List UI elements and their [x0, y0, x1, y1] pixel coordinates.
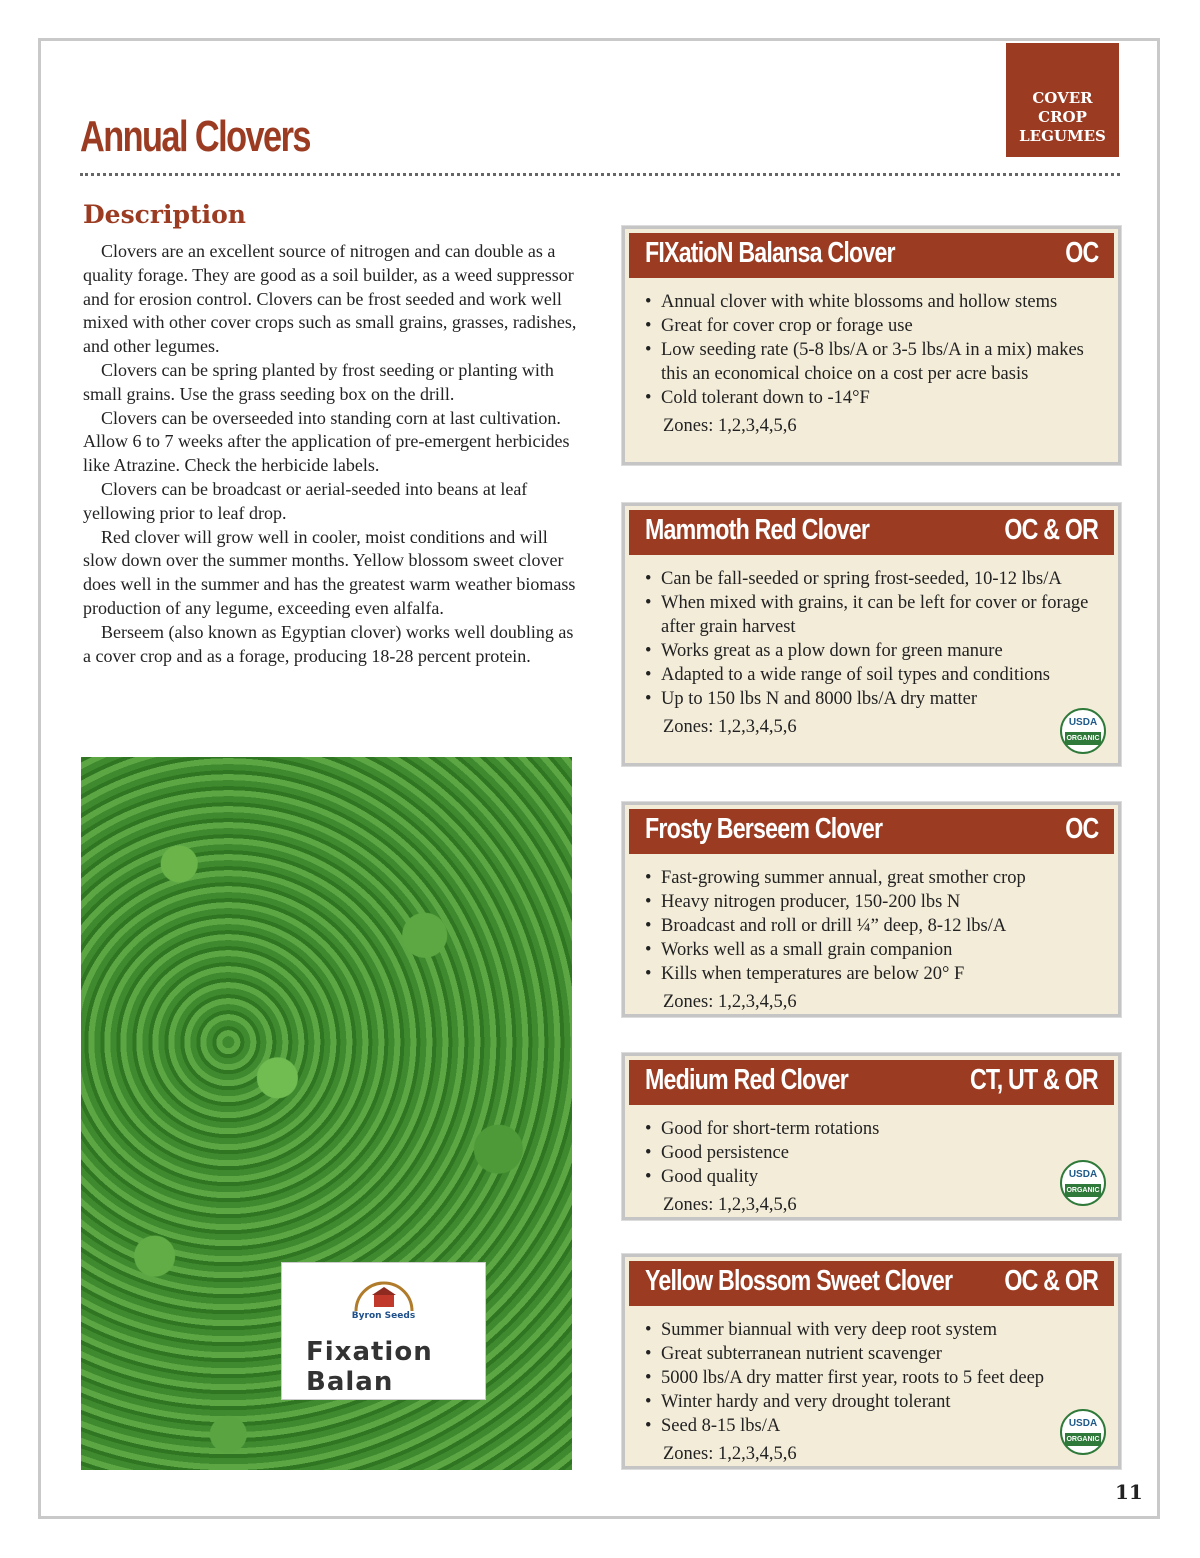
- page-number: 11: [1115, 1480, 1143, 1504]
- card-bullets: [625, 567, 1118, 711]
- usda-organic-icon: [1060, 1409, 1106, 1455]
- usda-organic-icon: [1060, 1160, 1106, 1206]
- description-paragraph: Clovers can be spring planted by frost seeding or planting with small grains. Use the grass seeding box on the drill.: [83, 359, 554, 404]
- section-tab: [1006, 43, 1119, 157]
- product-card: [622, 1053, 1121, 1220]
- sign-text: Fixation: [306, 1337, 433, 1367]
- description-paragraph: Clovers can be broadcast or aerial-seeded into beans at leaf yellowing prior to leaf drop.: [83, 478, 528, 523]
- card-bullets: [625, 1318, 1118, 1438]
- section-tab-line: LEGUMES: [1019, 127, 1106, 145]
- card-bullet: • Annual clover with white blossoms and hollow stems: [645, 290, 1111, 314]
- card-bullet: • Low seeding rate (5-8 lbs/A or 3-5 lbs/A in a mix) makes this an economical choice on a cost per acre basis: [645, 338, 1111, 386]
- sign-text: Balan: [306, 1367, 394, 1397]
- card-name: Frosty Berseem Clover: [645, 813, 883, 845]
- card-bullet: • Good for short-term rotations: [645, 1117, 1111, 1141]
- card-bullets: [625, 1117, 1118, 1189]
- card-name: Mammoth Red Clover: [645, 514, 870, 546]
- card-code: OC & OR: [1004, 1265, 1098, 1297]
- card-bullet: • Works well as a small grain companion: [645, 938, 1111, 962]
- card-code: OC: [1064, 813, 1098, 845]
- card-header: [629, 510, 1114, 555]
- usda-organic-icon: [1060, 708, 1106, 754]
- field-sign: [281, 1262, 486, 1400]
- usda-badge-bottom: ORGANIC: [1065, 1184, 1101, 1197]
- product-card: [622, 1254, 1121, 1469]
- description-paragraph: Berseem (also known as Egyptian clover) works well doubling as a cover crop and as a forage, producing 18-28 percent protein.: [83, 621, 574, 666]
- card-bullet: • Summer biannual with very deep root system: [645, 1318, 1111, 1342]
- card-bullet: • Fast-growing summer annual, great smother crop: [645, 866, 1111, 890]
- card-code: OC & OR: [1004, 514, 1098, 546]
- card-name: FIXatioN Balansa Clover: [645, 237, 895, 269]
- usda-badge-top: USDA: [1068, 1418, 1098, 1429]
- card-bullets: [625, 290, 1118, 410]
- card-header: [629, 233, 1114, 278]
- card-bullet: • Good quality: [645, 1165, 1111, 1189]
- card-zones: Zones: 1,2,3,4,5,6: [663, 1444, 797, 1464]
- card-bullet: • Can be fall-seeded or spring frost-seeded, 10-12 lbs/A: [645, 567, 1111, 591]
- card-code: OC: [1064, 237, 1098, 269]
- usda-badge-top: USDA: [1068, 717, 1098, 728]
- description-paragraph: Clovers can be overseeded into standing corn at last cultivation. Allow 6 to 7 weeks after the application of pre-emergent herbicides like Atrazine. Check the herbicide labels.: [83, 407, 570, 476]
- card-bullet: • Up to 150 lbs N and 8000 lbs/A dry matter: [645, 687, 1111, 711]
- card-bullet: • Good persistence: [645, 1141, 1111, 1165]
- card-bullets: [625, 866, 1118, 986]
- usda-badge-top: USDA: [1068, 1169, 1098, 1180]
- card-code: CT, UT & OR: [970, 1064, 1098, 1096]
- product-card: [622, 802, 1121, 1017]
- card-header: [629, 1261, 1114, 1306]
- clover-field-photo: [81, 757, 572, 1470]
- description-paragraph: Clovers are an excellent source of nitrogen and can double as a quality forage. They are good as a soil builder, as a weed suppressor and for erosion control. Clovers can be frost seeded and work well mixed with other cover crops such as small grains, grasses, radishes, and other legumes.: [83, 241, 577, 357]
- card-bullet: • Great for cover crop or forage use: [645, 314, 1111, 338]
- description-paragraph: Red clover will grow well in cooler, moist conditions and will slow down over the summer months. Yellow blossom sweet clover does well in the summer and has the greatest warm weather biomass production of any legume, exceeding even alfalfa.: [83, 526, 576, 618]
- card-zones: Zones: 1,2,3,4,5,6: [663, 416, 797, 436]
- byron-seeds-logo-icon: [352, 1281, 416, 1315]
- card-name: Yellow Blossom Sweet Clover: [645, 1265, 953, 1297]
- card-bullet: • Winter hardy and very drought tolerant: [645, 1390, 1111, 1414]
- card-zones: Zones: 1,2,3,4,5,6: [663, 992, 797, 1012]
- card-zones: Zones: 1,2,3,4,5,6: [663, 1195, 797, 1215]
- sign-brand: Byron Seeds: [351, 1311, 416, 1321]
- page-title: Annual Clovers: [80, 112, 310, 161]
- card-bullet: • Cold tolerant down to -14°F: [645, 386, 1111, 410]
- card-header: [629, 809, 1114, 854]
- product-card: [622, 503, 1121, 766]
- card-bullet: • Adapted to a wide range of soil types and conditions: [645, 663, 1111, 687]
- card-bullet: • When mixed with grains, it can be left for cover or forage after grain harvest: [645, 591, 1111, 639]
- dotted-divider: [80, 173, 1120, 176]
- description-heading: Description: [83, 200, 246, 229]
- card-bullet: • Broadcast and roll or drill ¼” deep, 8-12 lbs/A: [645, 914, 1111, 938]
- card-bullet: • Kills when temperatures are below 20° F: [645, 962, 1111, 986]
- card-bullet: • Works great as a plow down for green manure: [645, 639, 1111, 663]
- card-zones: Zones: 1,2,3,4,5,6: [663, 717, 797, 737]
- card-bullet: • Heavy nitrogen producer, 150-200 lbs N: [645, 890, 1111, 914]
- card-name: Medium Red Clover: [645, 1064, 848, 1096]
- section-tab-line: COVER: [1032, 89, 1093, 107]
- usda-badge-bottom: ORGANIC: [1065, 732, 1101, 745]
- section-tab-line: CROP: [1038, 108, 1087, 126]
- card-bullet: • 5000 lbs/A dry matter first year, roots to 5 feet deep: [645, 1366, 1111, 1390]
- usda-badge-bottom: ORGANIC: [1065, 1433, 1101, 1446]
- card-bullet: • Great subterranean nutrient scavenger: [645, 1342, 1111, 1366]
- description-text: [83, 240, 583, 668]
- product-card: [622, 226, 1121, 465]
- card-bullet: • Seed 8-15 lbs/A: [645, 1414, 1111, 1438]
- card-header: [629, 1060, 1114, 1105]
